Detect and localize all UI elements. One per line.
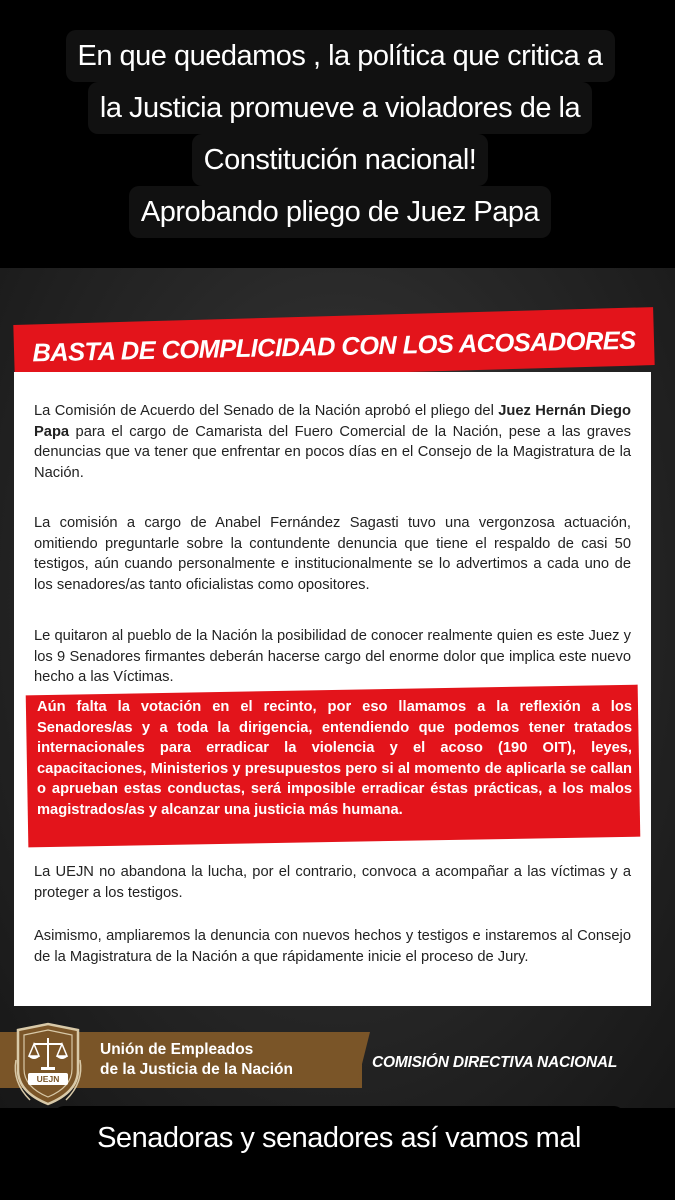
- top-caption: [40, 30, 640, 238]
- paragraph-uejn: La UEJN no abandona la lucha, por el contrario, convoca a acompañar a las víctimas y a proteger a los testigos.: [34, 864, 631, 901]
- caption-line: Aprobando pliego de Juez Papa: [129, 186, 551, 238]
- paragraph-text: La Comisión de Acuerdo del Senado de la Nación aprobó el pliego del: [34, 403, 499, 419]
- press-release-poster: [0, 268, 675, 1108]
- statement-sheet: [14, 372, 651, 1006]
- organization-name: [100, 1040, 350, 1080]
- commission-label: COMISIÓN DIRECTIVA NACIONAL: [372, 1054, 618, 1071]
- highlight-paragraph: Aún falta la votación en el recinto, por eso llamamos a la reflexión a los Senadores/as y a toda la dirigencia, entendiendo que podemos tener tratados internacionales para erradicar la violencia y el acoso (190 OIT), leyes, capacitaciones, Ministerios y presupuestos pero si al momento de aplicarla se callan o aprueban estas conductas, será imposible erradicar éstas prácticas, a los malos magistrados/as y alcanzar una justicia más humana.: [37, 699, 632, 818]
- paragraph-jury: Asimismo, ampliaremos la denuncia con nuevos hechos y testigos e instaremos al Consejo de la Magistratura de la Nación a que rápidamente inicie el proceso de Jury.: [34, 928, 631, 965]
- logo-text: UEJN: [36, 1074, 60, 1084]
- footer-band-tip: [356, 1032, 370, 1088]
- caption-line: En que quedamos , la política que critica a: [66, 30, 615, 82]
- uejn-logo-icon: [10, 1020, 86, 1106]
- paragraph-approval: [34, 401, 631, 483]
- caption-line: la Justicia promueve a violadores de la: [88, 82, 592, 134]
- caption-line: Constitución nacional!: [192, 134, 489, 186]
- paragraph-commission: La comisión a cargo de Anabel Fernández Sagasti tuvo una vergonzosa actuación, omitiendo preguntarle sobre la contundente denuncia que tiene el respaldo de casi 50 testigos, aún cuando personalmente e institucionalmente se lo advertimos a cada uno de los senadores/as tanto oficialistas como opositores.: [34, 515, 631, 593]
- paragraph-text: para el cargo de Camarista del Fuero Comercial de la Nación, pese a las graves denuncias que va tener que enfrentar en pocos días en el Consejo de la Magistratura de la Nación.: [34, 423, 631, 481]
- organization-name-line2: de la Justicia de la Nación: [100, 1061, 293, 1078]
- headline: BASTA DE COMPLICIDAD CON LOS ACOSADORES: [32, 326, 636, 368]
- organization-name-line1: Unión de Empleados: [100, 1041, 254, 1058]
- paragraph-senators: Le quitaron al pueblo de la Nación la posibilidad de conocer realmente quien es este Juez y los 9 Senadores firmantes deberán hacerse cargo del enorme dolor que implica este nuevo hecho a las Víctimas.: [34, 628, 631, 685]
- bottom-caption: Senadoras y senadores así vamos mal: [54, 1106, 624, 1170]
- judge-name: Juez Hernán Diego Papa: [34, 403, 632, 440]
